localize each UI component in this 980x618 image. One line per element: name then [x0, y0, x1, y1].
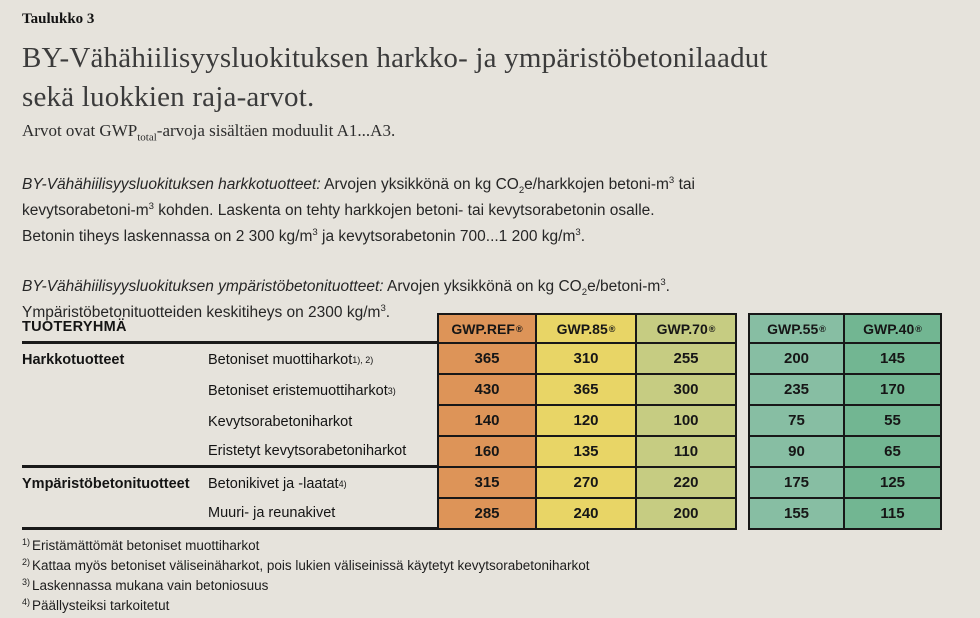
footnote	[22, 536, 590, 556]
table-group-label	[22, 499, 208, 530]
paragraph-line: BY-Vähähiilisyysluokituksen harkkotuotteet: Arvojen yksikkönä on kg $CO_2e$/harkkojen betoni-$m^3$ tai	[22, 174, 695, 196]
footnote-marker: 1)	[22, 536, 31, 547]
col-header-label: GWP.40	[863, 320, 915, 337]
col-header-label: GWP.85	[556, 320, 608, 337]
footnote-text: Päällysteiksi tarkoitetut	[32, 598, 170, 613]
table-value-cell: 160	[437, 437, 537, 468]
footnote-text: Eristämättömät betoniset muottiharkot	[32, 538, 260, 553]
footnote-text: Laskennassa mukana vain betoniosuus	[32, 578, 269, 593]
table-col-header: GWP.40 ®	[845, 313, 942, 344]
table-value-cell: 270	[537, 468, 637, 499]
table-value-cell: 200	[637, 499, 737, 530]
table-left-header: TUOTERYHMÄ	[22, 313, 437, 344]
table-product-label: Eristetyt kevytsorabetoniharkot	[208, 437, 437, 468]
subtitle: Arvot ovat $GWP_{total}$-arvoja sisältäen moduulit A1...A3.	[22, 120, 396, 144]
paragraph-line: Ympäristöbetonituotteiden keskitiheys on 2300 $kg/m^3$.	[22, 302, 391, 321]
footnote-text: Kattaa myös betoniset väliseinäharkot, pois lukien väliseinissä käytetyt kevytsorabetoniharkot	[32, 558, 590, 573]
table-value-cell: 140	[437, 406, 537, 437]
table-kicker: Taulukko 3	[22, 11, 95, 27]
table-group-label: Harkkotuotteet	[22, 351, 125, 368]
table-value-cell: 155	[748, 499, 845, 530]
table-value-cell: 430	[437, 375, 537, 406]
footnote	[22, 596, 590, 616]
footnotes	[22, 536, 590, 616]
paragraph-line: Betonin tiheys laskennassa on 2 300 $kg/m^3$ ja kevytsorabetonin 700...1 200 $kg/m^3$.	[22, 226, 586, 245]
table-group-label: Ympäristöbetonituotteet	[22, 475, 190, 492]
col-header-label: GWP.REF	[451, 320, 515, 337]
table-col-header: GWP.85 ®	[537, 313, 637, 344]
table-value-cell: 120	[537, 406, 637, 437]
table-value-cell: 175	[748, 468, 845, 499]
table-value-cell: 145	[845, 344, 942, 375]
table-value-cell: 110	[637, 437, 737, 468]
table-value-cell: 365	[537, 375, 637, 406]
footnote-marker: 3)	[22, 576, 31, 587]
footnote-marker: 2)	[22, 556, 31, 567]
col-header-label: GWP.55	[767, 320, 819, 337]
page-title	[22, 39, 958, 118]
col-header-label: GWP.70	[656, 320, 708, 337]
gwp-table	[22, 313, 942, 530]
table-value-cell: 365	[437, 344, 537, 375]
table-value-cell: 65	[845, 437, 942, 468]
page-title-line-2: sekä luokkien raja-arvot.	[22, 81, 315, 114]
table-col-header: GWP.70 ®	[637, 313, 737, 344]
table-product-label: Betoniset eristemuottiharkot 3)	[208, 382, 396, 399]
table-product-label: Betonikivet ja -laatat 4)	[208, 475, 347, 492]
footnote	[22, 556, 590, 576]
table-col-header: GWP.55 ®	[748, 313, 845, 344]
table-value-cell: 310	[537, 344, 637, 375]
paragraph-line: BY-Vähähiilisyysluokituksen ympäristöbetonituotteet: Arvojen yksikkönä on kg $CO_2e/betoni-m^3$.	[22, 276, 670, 298]
page-title-line-1: BY-Vähähiilisyysluokituksen harkko- ja ympäristöbetonilaadut	[22, 42, 768, 74]
table-value-cell: 240	[537, 499, 637, 530]
table-value-cell: 90	[748, 437, 845, 468]
table-value-cell: 135	[537, 437, 637, 468]
intro-harkkotuotteet	[22, 172, 958, 250]
table-value-cell: 125	[845, 468, 942, 499]
table-value-cell: 255	[637, 344, 737, 375]
table-group-label	[22, 375, 208, 406]
footnote	[22, 576, 590, 596]
table-value-cell: 200	[748, 344, 845, 375]
table-value-cell: 115	[845, 499, 942, 530]
footnote-marker: 4)	[22, 596, 31, 607]
table-value-cell: 100	[637, 406, 737, 437]
table-value-cell: 315	[437, 468, 537, 499]
table-group-label	[22, 406, 208, 437]
paragraph-line: kevytsorabetoni-$m^3$ kohden. Laskenta on tehty harkkojen betoni- tai kevytsorabetonin osalle.	[22, 200, 655, 219]
table-value-cell: 170	[845, 375, 942, 406]
table-product-label: Betoniset muottiharkot 1), 2)	[208, 351, 374, 368]
table-value-cell: 220	[637, 468, 737, 499]
table-value-cell: 300	[637, 375, 737, 406]
table-value-cell: 75	[748, 406, 845, 437]
table-product-label: Kevytsorabetoniharkot	[208, 413, 353, 430]
table-group-label	[22, 437, 208, 468]
table-value-cell: 285	[437, 499, 537, 530]
table-col-header: GWP.REF ®	[437, 313, 537, 344]
table-product-label: Muuri- ja reunakivet	[208, 499, 437, 530]
table-value-cell: 235	[748, 375, 845, 406]
table-value-cell: 55	[845, 406, 942, 437]
